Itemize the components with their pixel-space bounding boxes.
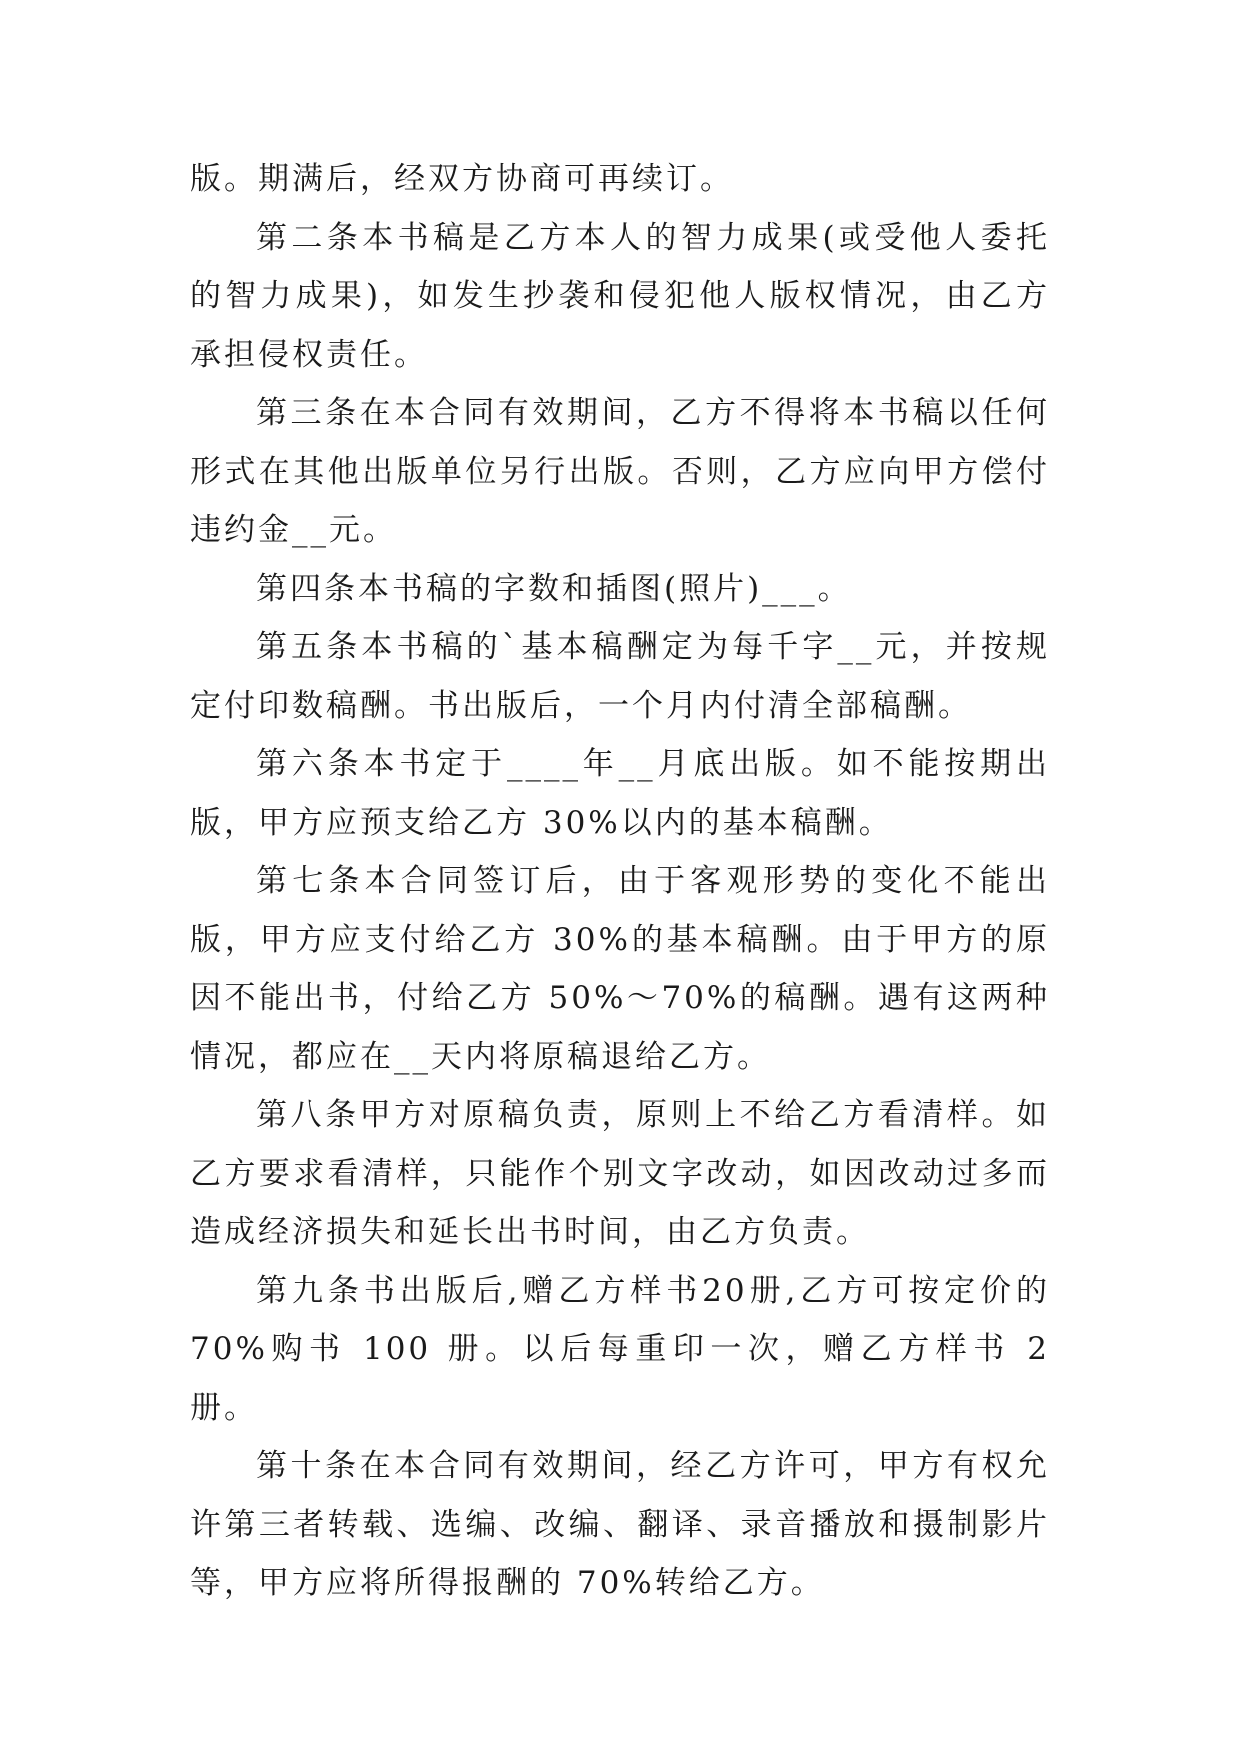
paragraph-continuation: 版。期满后，经双方协商可再续订。 <box>190 161 734 197</box>
paragraph-article-9: 第九条书出版后,赠乙方样书20册,乙方可按定价的70%购书 100 册。以后每重印一次，赠乙方样书 2 册。 <box>190 1272 1050 1426</box>
paragraph-article-2: 第二条本书稿是乙方本人的智力成果(或受他人委托的智力成果)，如发生抄袭和侵犯他人版权情况，由乙方承担侵权责任。 <box>190 219 1050 373</box>
paragraph-article-5: 第五条本书稿的`基本稿酬定为每千字__元，并按规定付印数稿酬。书出版后，一个月内付清全部稿酬。 <box>190 629 1050 724</box>
paragraph-article-3: 第三条在本合同有效期间，乙方不得将本书稿以任何形式在其他出版单位另行出版。否则，乙方应向甲方偿付违约金__元。 <box>190 395 1050 548</box>
paragraph-article-10: 第十条在本合同有效期间，经乙方许可，甲方有权允许第三者转载、选编、改编、翻译、录音播放和摄制影片等，甲方应将所得报酬的 70%转给乙方。 <box>190 1448 1050 1601</box>
document-body <box>190 150 1050 1613</box>
paragraph-article-4: 第四条本书稿的字数和插图(照片)___。 <box>256 570 852 607</box>
paragraph-article-6: 第六条本书定于____年__月底出版。如不能按期出版，甲方应预支给乙方 30%以内的基本稿酬。 <box>190 746 1050 841</box>
paragraph-article-7: 第七条本合同签订后，由于客观形势的变化不能出版，甲方应支付给乙方 30%的基本稿酬。由于甲方的原因不能出书，付给乙方 50%～70%的稿酬。遇有这两种情况，都应在__天内将原稿退给乙方。 <box>190 863 1050 1075</box>
paragraph-article-8: 第八条甲方对原稿负责，原则上不给乙方看清样。如乙方要求看清样，只能作个别文字改动，如因改动过多而造成经济损失和延长出书时间，由乙方负责。 <box>190 1097 1050 1250</box>
